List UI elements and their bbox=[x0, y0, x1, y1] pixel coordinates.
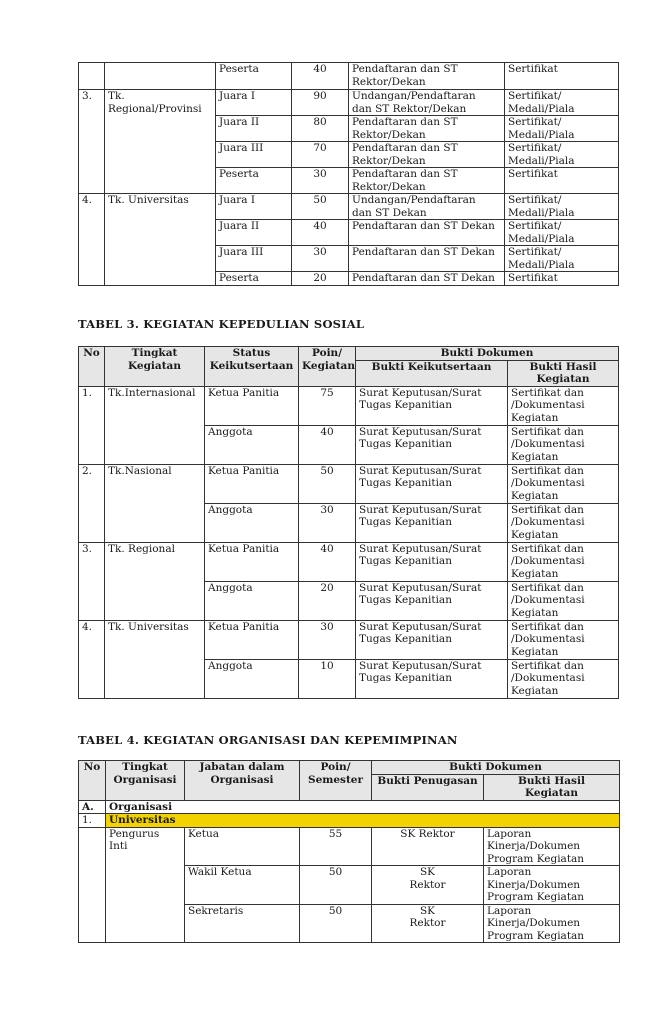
status-cell: Juara II bbox=[216, 220, 292, 246]
status-cell: Ketua Panitia bbox=[205, 542, 299, 581]
poin-cell: 70 bbox=[292, 142, 349, 168]
poin-cell: 80 bbox=[292, 116, 349, 142]
status-cell: Juara III bbox=[216, 142, 292, 168]
bukti-cell: Pendaftaran dan ST Dekan bbox=[349, 272, 505, 286]
hasil-cell: Laporan Kinerja/Dokumen Program Kegiatan bbox=[484, 866, 620, 905]
section-no: A. bbox=[79, 800, 106, 814]
status-cell: Anggota bbox=[205, 581, 299, 620]
table-row bbox=[79, 542, 619, 581]
table-3-body bbox=[79, 386, 619, 698]
level-cell: Tk. Universitas bbox=[105, 620, 205, 698]
table-3-title: TABEL 3. KEGIATAN KEPEDULIAN SOSIAL bbox=[78, 317, 365, 331]
hasil-cell: Sertifikat dan /Dokumentasi Kegiatan bbox=[508, 581, 619, 620]
bukti-cell: Pendaftaran dan ST Rektor/Dekan bbox=[349, 63, 505, 90]
table-row bbox=[79, 464, 619, 503]
header-tingkat: Tingkat Organisasi bbox=[106, 761, 185, 801]
poin-cell: 20 bbox=[299, 581, 356, 620]
no-cell: 1. bbox=[79, 386, 105, 464]
hasil-cell: Sertifikat/ Medali/Piala bbox=[505, 220, 619, 246]
bukti-cell: Surat Keputusan/Surat Tugas Kepanitian bbox=[356, 581, 508, 620]
bukti-cell: SK Rektor bbox=[372, 827, 484, 866]
hasil-cell: Laporan Kinerja/Dokumen Program Kegiatan bbox=[484, 827, 620, 866]
bukti-cell: Undangan/Pendaftaran dan ST Rektor/Dekan bbox=[349, 90, 505, 116]
subsection-no: 1. bbox=[79, 814, 106, 828]
no-cell: 3. bbox=[79, 90, 105, 194]
bukti-cell: Surat Keputusan/Surat Tugas Kepanitian bbox=[356, 542, 508, 581]
header-no: No bbox=[79, 347, 105, 387]
level-cell: Tk.Nasional bbox=[105, 464, 205, 542]
status-cell: Peserta bbox=[216, 272, 292, 286]
header-bukti-penugasan: Bukti Penugasan bbox=[372, 774, 484, 800]
status-cell: Peserta bbox=[216, 168, 292, 194]
table-row bbox=[79, 827, 620, 866]
section-label: Organisasi bbox=[106, 800, 620, 814]
subsection-row bbox=[79, 814, 620, 828]
bukti-cell: SK Rektor bbox=[372, 866, 484, 905]
hasil-cell: Sertifikat/ Medali/Piala bbox=[505, 246, 619, 272]
hasil-cell: Sertifikat bbox=[505, 168, 619, 194]
poin-cell: 20 bbox=[292, 272, 349, 286]
header-bukti-dokumen: Bukti Dokumen bbox=[372, 761, 620, 775]
no-cell: 2. bbox=[79, 464, 105, 542]
poin-cell: 50 bbox=[300, 904, 372, 943]
bukti-cell: Pendaftaran dan ST Dekan bbox=[349, 246, 505, 272]
poin-cell: 50 bbox=[300, 866, 372, 905]
status-cell: Juara I bbox=[216, 194, 292, 220]
level-cell: Tk. Regional/Provinsi bbox=[105, 90, 216, 194]
hasil-cell: Sertifikat bbox=[505, 272, 619, 286]
bukti-cell: Surat Keputusan/Surat Tugas Kepanitian bbox=[356, 620, 508, 659]
hasil-cell: Laporan Kinerja/Dokumen Program Kegiatan bbox=[484, 904, 620, 943]
header-tingkat: Tingkat Kegiatan bbox=[105, 347, 205, 387]
status-cell: Ketua Panitia bbox=[205, 386, 299, 425]
no-cell: 4. bbox=[79, 620, 105, 698]
poin-cell: 30 bbox=[299, 503, 356, 542]
poin-cell: 30 bbox=[292, 246, 349, 272]
poin-cell: 55 bbox=[300, 827, 372, 866]
table-row bbox=[79, 90, 619, 116]
jabatan-cell: Sekretaris bbox=[185, 904, 300, 943]
header-bukti-keikutsertaan: Bukti Keikutsertaan bbox=[356, 360, 508, 386]
section-row bbox=[79, 800, 620, 814]
status-cell: Ketua Panitia bbox=[205, 464, 299, 503]
poin-cell: 75 bbox=[299, 386, 356, 425]
poin-cell: 40 bbox=[299, 425, 356, 464]
poin-cell: 30 bbox=[292, 168, 349, 194]
status-cell: Peserta bbox=[216, 63, 292, 90]
table-4-title: TABEL 4. KEGIATAN ORGANISASI DAN KEPEMIMPINAN bbox=[78, 733, 458, 747]
bukti-cell: Surat Keputusan/Surat Tugas Kepanitian bbox=[356, 386, 508, 425]
jabatan-cell: Ketua bbox=[185, 827, 300, 866]
status-cell: Ketua Panitia bbox=[205, 620, 299, 659]
hasil-cell: Sertifikat dan /Dokumentasi Kegiatan bbox=[508, 386, 619, 425]
bukti-cell: Pendaftaran dan ST Rektor/Dekan bbox=[349, 116, 505, 142]
hasil-cell: Sertifikat/ Medali/Piala bbox=[505, 142, 619, 168]
status-cell: Juara II bbox=[216, 116, 292, 142]
header-poin: Poin/ Kegiatan bbox=[299, 347, 356, 387]
bukti-cell: Surat Keputusan/Surat Tugas Kepanitian bbox=[356, 503, 508, 542]
hasil-cell: Sertifikat dan /Dokumentasi Kegiatan bbox=[508, 503, 619, 542]
status-cell: Anggota bbox=[205, 425, 299, 464]
table-row bbox=[79, 194, 619, 220]
hasil-cell: Sertifikat dan /Dokumentasi Kegiatan bbox=[508, 464, 619, 503]
level-cell: Tk.Internasional bbox=[105, 386, 205, 464]
status-cell: Anggota bbox=[205, 503, 299, 542]
poin-cell: 30 bbox=[299, 620, 356, 659]
poin-cell: 90 bbox=[292, 90, 349, 116]
no-cell: 3. bbox=[79, 542, 105, 620]
hasil-cell: Sertifikat/ Medali/Piala bbox=[505, 194, 619, 220]
header-status: Status Keikutsertaan bbox=[205, 347, 299, 387]
hasil-cell: Sertifikat/ Medali/Piala bbox=[505, 90, 619, 116]
bukti-cell: Pendaftaran dan ST Rektor/Dekan bbox=[349, 142, 505, 168]
header-bukti-hasil: Bukti Hasil Kegiatan bbox=[484, 774, 620, 800]
hasil-cell: Sertifikat dan /Dokumentasi Kegiatan bbox=[508, 542, 619, 581]
header-no: No bbox=[79, 761, 106, 801]
subsection-label: Universitas bbox=[106, 814, 620, 828]
bukti-cell: Surat Keputusan/Surat Tugas Kepanitian bbox=[356, 464, 508, 503]
poin-cell: 40 bbox=[292, 63, 349, 90]
poin-cell: 50 bbox=[299, 464, 356, 503]
header-poin: Poin/ Semester bbox=[300, 761, 372, 801]
status-cell: Juara I bbox=[216, 90, 292, 116]
hasil-cell: Sertifikat dan /Dokumentasi Kegiatan bbox=[508, 659, 619, 698]
table-2-continuation bbox=[78, 62, 619, 286]
poin-cell: 50 bbox=[292, 194, 349, 220]
poin-cell: 40 bbox=[299, 542, 356, 581]
hasil-cell: Sertifikat dan /Dokumentasi Kegiatan bbox=[508, 425, 619, 464]
table-row bbox=[79, 386, 619, 425]
bukti-cell: Pendaftaran dan ST Rektor/Dekan bbox=[349, 168, 505, 194]
table-row bbox=[79, 620, 619, 659]
level-cell: Pengurus Inti bbox=[106, 827, 185, 943]
status-cell: Anggota bbox=[205, 659, 299, 698]
header-jabatan: Jabatan dalam Organisasi bbox=[185, 761, 300, 801]
jabatan-cell: Wakil Ketua bbox=[185, 866, 300, 905]
bukti-cell: SK Rektor bbox=[372, 904, 484, 943]
bukti-cell: Pendaftaran dan ST Dekan bbox=[349, 220, 505, 246]
hasil-cell: Sertifikat/ Medali/Piala bbox=[505, 116, 619, 142]
poin-cell: 10 bbox=[299, 659, 356, 698]
bukti-cell: Surat Keputusan/Surat Tugas Kepanitian bbox=[356, 659, 508, 698]
hasil-cell: Sertifikat dan /Dokumentasi Kegiatan bbox=[508, 620, 619, 659]
bukti-cell: Undangan/Pendaftaran dan ST Dekan bbox=[349, 194, 505, 220]
poin-cell: 40 bbox=[292, 220, 349, 246]
table-4 bbox=[78, 760, 620, 943]
table-3 bbox=[78, 346, 619, 699]
level-cell: Tk. Regional bbox=[105, 542, 205, 620]
no-cell: 4. bbox=[79, 194, 105, 286]
hasil-cell: Sertifikat bbox=[505, 63, 619, 90]
level-cell: Tk. Universitas bbox=[105, 194, 216, 286]
status-cell: Juara III bbox=[216, 246, 292, 272]
bukti-cell: Surat Keputusan/Surat Tugas Kepanitian bbox=[356, 425, 508, 464]
table-row bbox=[79, 63, 619, 90]
header-bukti-dokumen: Bukti Dokumen bbox=[356, 347, 619, 361]
header-bukti-hasil: Bukti Hasil Kegiatan bbox=[508, 360, 619, 386]
